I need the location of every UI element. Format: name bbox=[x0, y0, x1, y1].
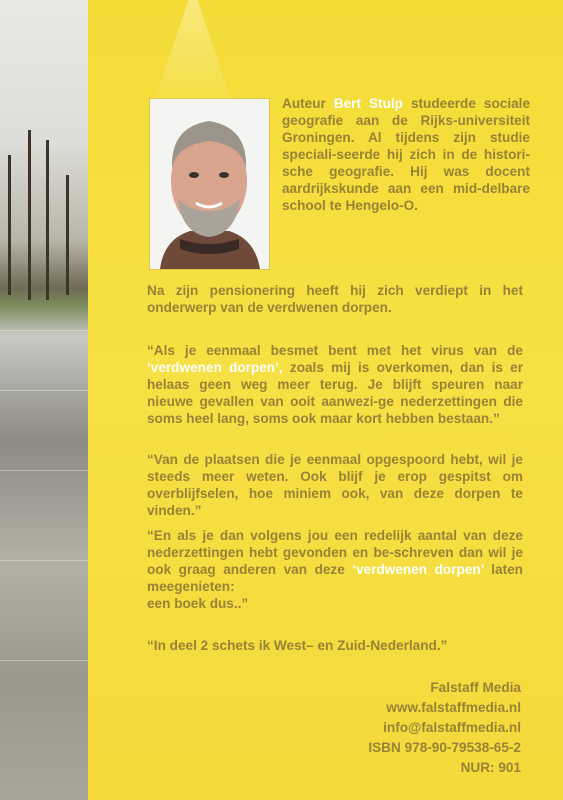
quote-deel-2: “In deel 2 schets ik West– en Zuid-Nederland.” bbox=[147, 638, 448, 653]
quote-virus bbox=[147, 342, 523, 427]
publisher-email: info@falstaffmedia.nl bbox=[383, 720, 521, 735]
publisher-info bbox=[368, 678, 521, 778]
quote-text: een boek dus..” bbox=[147, 596, 249, 611]
quote-text: “En als je dan volgens jou een redelijk aantal van deze nederzettingen hebt gevonden en be-schreven dan wil je ook graag anderen van deze bbox=[147, 528, 523, 577]
quote-plaatsen: “Van de plaatsen die je eenmaal opgespoord hebt, wil je steeds meer weten. Ook blijf je erop gespitst om overblijfselen, hoe miniem ook, van deze dorpen te vinden.” bbox=[147, 452, 523, 518]
tree-trunk bbox=[28, 130, 31, 300]
water-reflection bbox=[0, 660, 88, 661]
author-bio bbox=[282, 95, 530, 214]
author-name: Bert Stulp bbox=[333, 96, 403, 111]
water-reflection bbox=[0, 560, 88, 561]
water-reflection bbox=[0, 390, 88, 391]
quote-text: “Als je eenmaal besmet bent met het virus van de bbox=[147, 343, 523, 358]
quote-text: zoals mij is overkomen, dan is er helaas geen weg meer terug. Je blijft speuren naar nieuwe gevallen van ooit aanwezi-ge nederzettingen die soms heel lang, soms ook maar kort hebben bestaan.” bbox=[147, 360, 523, 426]
water-reflection bbox=[0, 330, 88, 331]
quote-text: laten meegenieten: bbox=[147, 562, 523, 594]
publisher-name: Falstaff Media bbox=[430, 680, 521, 695]
bio-prefix: Auteur bbox=[282, 96, 334, 111]
publisher-website: www.falstaffmedia.nl bbox=[386, 700, 521, 715]
tree-trunk bbox=[66, 175, 69, 295]
tree-trunk bbox=[46, 140, 49, 300]
back-cover-landscape-photo bbox=[0, 0, 88, 800]
water-reflection bbox=[0, 470, 88, 471]
isbn: ISBN 978-90-79538-65-2 bbox=[368, 740, 521, 755]
quote-boek bbox=[147, 527, 523, 612]
tree-trunk bbox=[8, 155, 11, 295]
highlighted-phrase: ‘verdwenen dorpen’ bbox=[352, 562, 484, 577]
highlighted-phrase: ‘verdwenen dorpen’, bbox=[147, 360, 283, 375]
nur-code: NUR: 901 bbox=[460, 760, 521, 775]
paragraph-pensionering: Na zijn pensionering heeft hij zich verdiept in het onderwerp van de verdwenen dorpen. bbox=[147, 283, 523, 315]
author-portrait bbox=[149, 98, 270, 270]
bio-text: studeerde sociale geografie aan de Rijks-universiteit Groningen. Al tijdens zijn studie speciali-seerde hij zich in de histori-sche geografie. Hij was docent aardrijkskunde aan een mid-delbare school te Hengelo-O. bbox=[282, 96, 531, 213]
